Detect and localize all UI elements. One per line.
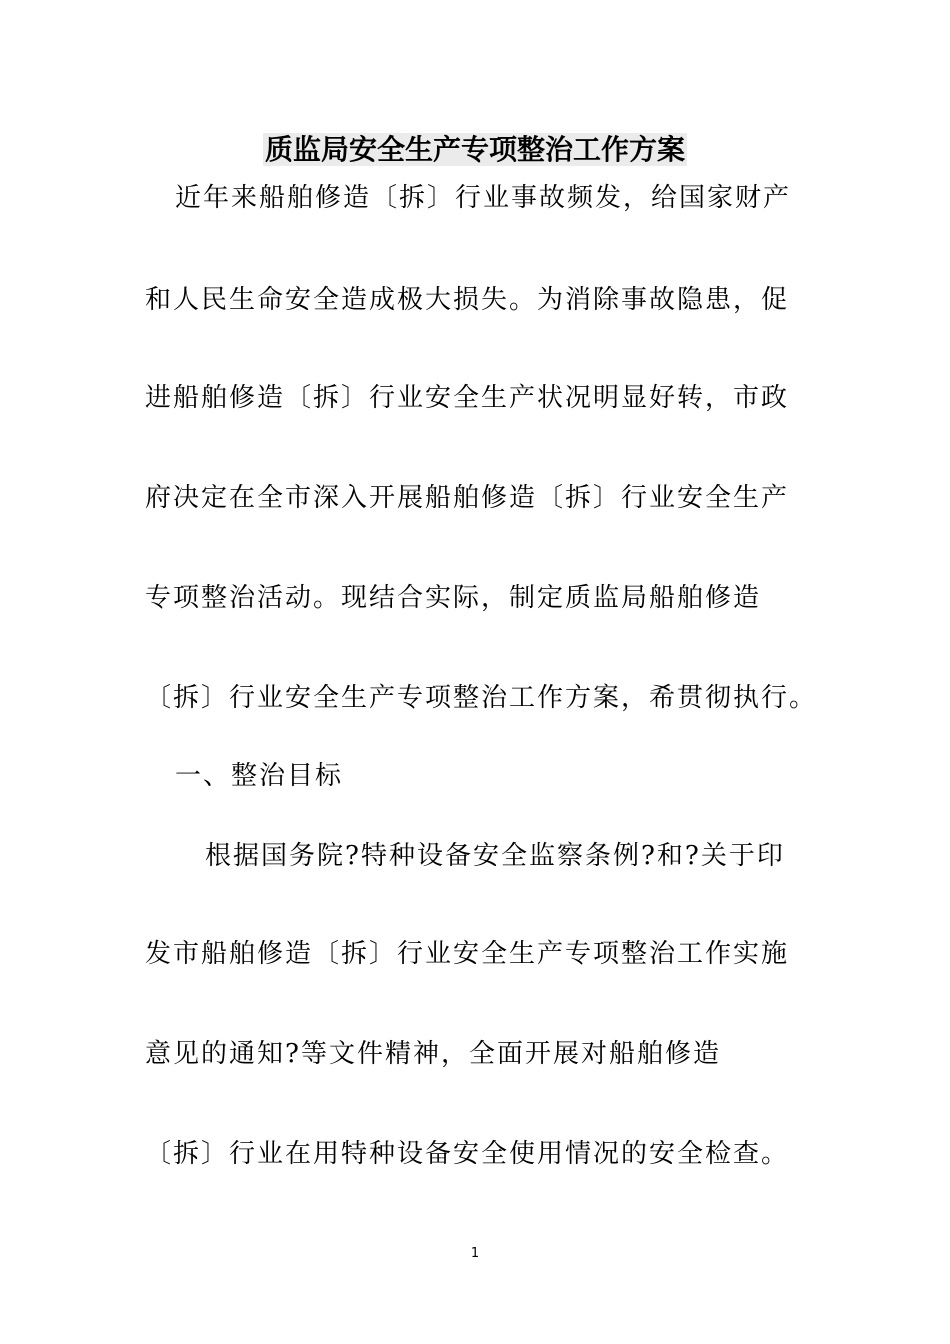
- paragraph-line: 和人民生命安全造成极大损失。为消除事故隐患，促: [145, 285, 790, 315]
- paragraph-line: 进船舶修造〔拆〕行业安全生产状况明显好转，市政: [145, 383, 790, 413]
- paragraph-line: 〔拆〕行业在用特种设备安全使用情况的安全检查。: [145, 1139, 790, 1169]
- paragraph-line: 府决定在全市深入开展船舶修造〔拆〕行业安全生产: [145, 483, 790, 513]
- paragraph-line: 发市船舶修造〔拆〕行业安全生产专项整治工作实施: [145, 939, 790, 969]
- document-title-text: 质监局安全生产专项整治工作方案: [264, 133, 685, 166]
- document-title: [0, 130, 950, 170]
- paragraph-line: 近年来船舶修造〔拆〕行业事故频发，给国家财产: [175, 183, 792, 213]
- paragraph-line: 意见的通知?等文件精神，全面开展对船舶修造: [145, 1039, 721, 1069]
- section-heading: 一、整治目标: [175, 761, 344, 791]
- paragraph-line: 〔拆〕行业安全生产专项整治工作方案，希贯彻执行。: [145, 683, 818, 713]
- page-number: 1: [470, 1246, 480, 1261]
- paragraph-line: 根据国务院?特种设备安全监察条例?和?关于印: [205, 841, 785, 871]
- paragraph-line: 专项整治活动。现结合实际，制定质监局船舶修造: [145, 583, 762, 613]
